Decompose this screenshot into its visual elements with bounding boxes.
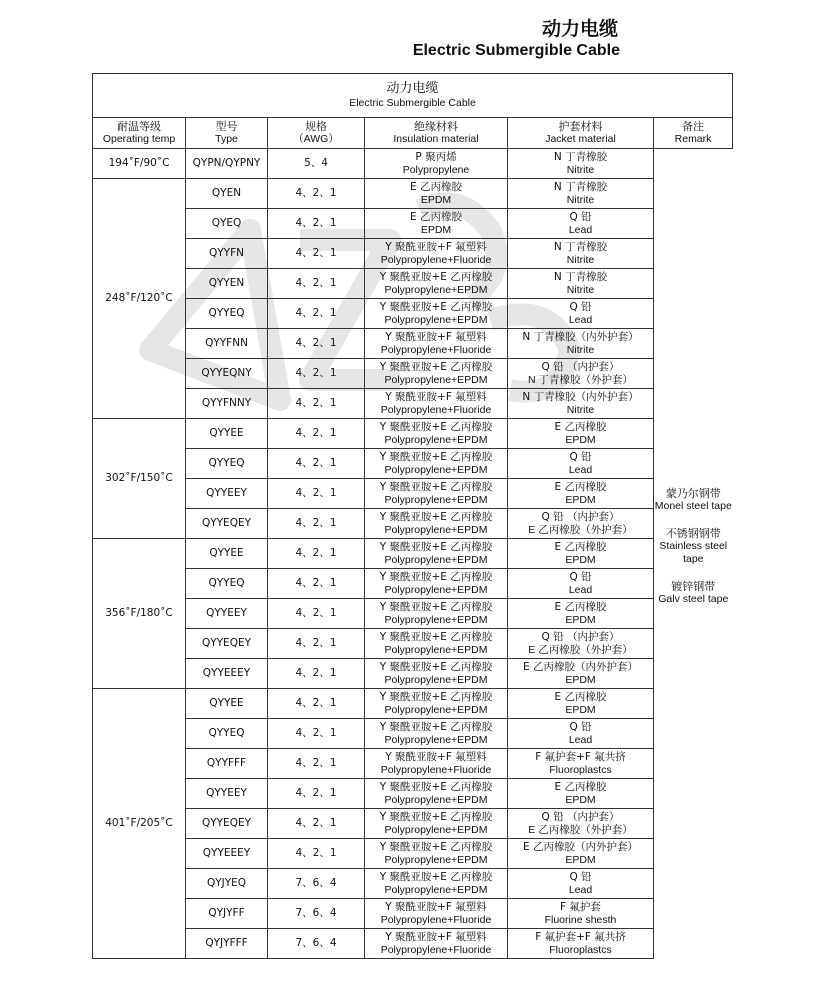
table-row	[93, 779, 733, 809]
jacket-cell-en: Nitrite	[566, 193, 595, 206]
jacket-cell-en: Nitrite	[566, 163, 595, 176]
remark-item	[654, 527, 733, 566]
jacket-cell	[508, 479, 654, 509]
col-header-temp	[93, 118, 186, 149]
table-row	[93, 929, 733, 959]
jacket-cell	[508, 779, 654, 809]
table-row	[93, 389, 733, 419]
insulation-cell-cn: Y 聚酰亚胺+E 乙丙橡胶	[379, 630, 493, 643]
insulation-cell-cn: Y 聚酰亚胺+E 乙丙橡胶	[379, 660, 493, 673]
jacket-cell-cn: N 丁青橡胶（内外护套）	[522, 330, 639, 343]
insulation-cell-en: Polypropylene+EPDM	[384, 733, 488, 746]
insulation-cell-en: Polypropylene+Fluoride	[380, 913, 492, 926]
col-header-sub: Type	[215, 133, 238, 145]
jacket-cell-en: Nitrite	[566, 403, 595, 416]
insulation-cell-cn: Y 聚酰亚胺+E 乙丙橡胶	[379, 780, 493, 793]
insulation-cell	[365, 269, 508, 299]
jacket-cell-en: Nitrite	[566, 283, 595, 296]
remark-item-en: Galv steel tape	[658, 593, 729, 606]
insulation-cell-cn: Y 聚酰亚胺+F 氟塑料	[385, 390, 487, 403]
jacket-cell-en: EPDM	[565, 493, 596, 506]
jacket-cell-cn: N 丁青橡胶	[553, 150, 608, 163]
table-row	[93, 719, 733, 749]
page-title-en: Electric Submergible Cable	[412, 42, 620, 59]
spec-cell: 4、2、1	[268, 179, 365, 209]
col-header-jacket	[508, 118, 654, 149]
insulation-cell-en: Polypropylene+EPDM	[384, 883, 488, 896]
spec-cell: 4、2、1	[268, 689, 365, 719]
jacket-cell-cn: N 丁青橡胶（内外护套）	[522, 390, 639, 403]
insulation-cell-cn: Y 聚酰亚胺+E 乙丙橡胶	[379, 840, 493, 853]
spec-cell: 7、6、4	[268, 899, 365, 929]
insulation-cell-cn: Y 聚酰亚胺+E 乙丙橡胶	[379, 300, 493, 313]
header-row	[93, 118, 733, 149]
jacket-cell-en: Nitrite	[566, 343, 595, 356]
table-row	[93, 179, 733, 209]
jacket-cell-cn: E 乙丙橡胶	[554, 420, 607, 433]
table-row	[93, 749, 733, 779]
insulation-cell	[365, 839, 508, 869]
type-cell: QYYEQ	[186, 569, 268, 599]
type-cell: QYYEQEY	[186, 629, 268, 659]
insulation-cell-en: Polypropylene+EPDM	[384, 703, 488, 716]
insulation-cell	[365, 869, 508, 899]
table-row	[93, 239, 733, 269]
spec-cell: 4、2、1	[268, 659, 365, 689]
jacket-cell	[508, 269, 654, 299]
col-header-label: 绝缘材料	[414, 120, 458, 133]
insulation-cell-cn: P 聚丙烯	[415, 150, 457, 163]
col-header-insulation	[365, 118, 508, 149]
jacket-cell	[508, 869, 654, 899]
insulation-cell-cn: Y 聚酰亚胺+F 氟塑料	[385, 900, 487, 913]
spec-cell: 4、2、1	[268, 719, 365, 749]
insulation-cell	[365, 239, 508, 269]
insulation-cell-en: Polypropylene+EPDM	[384, 583, 488, 596]
page-title-cn: 动力电缆	[541, 18, 618, 40]
insulation-cell-en: Polypropylene+EPDM	[384, 613, 488, 626]
table-row	[93, 869, 733, 899]
cable-spec-table	[92, 73, 733, 959]
insulation-cell	[365, 779, 508, 809]
col-header-label: 耐温等级	[117, 120, 161, 133]
spec-cell: 4、2、1	[268, 509, 365, 539]
type-cell: QYYEN	[186, 269, 268, 299]
table-title-en: Electric Submergible Cable	[349, 96, 476, 109]
jacket-cell	[508, 239, 654, 269]
insulation-cell-en: Polypropylene+EPDM	[384, 313, 488, 326]
insulation-cell-en: Polypropylene+Fluoride	[380, 763, 492, 776]
type-cell: QYJYEQ	[186, 869, 268, 899]
col-header-spec	[268, 118, 365, 149]
jacket-cell-en: Lead	[568, 313, 593, 326]
col-header-label: 备注	[682, 120, 705, 133]
type-cell: QYYEQ	[186, 719, 268, 749]
spec-cell: 4、2、1	[268, 209, 365, 239]
jacket-cell-cn: E 乙丙橡胶（内外护套）	[523, 660, 638, 673]
spec-cell: 4、2、1	[268, 299, 365, 329]
insulation-cell-en: Polypropylene+EPDM	[384, 433, 488, 446]
table-row	[93, 269, 733, 299]
jacket-cell-cn: N 丁青橡胶	[553, 270, 608, 283]
insulation-cell-cn: E 乙丙橡胶	[410, 180, 462, 193]
jacket-cell-cn: Q 铅	[569, 210, 592, 223]
insulation-cell-cn: Y 聚酰亚胺+E 乙丙橡胶	[379, 540, 493, 553]
spec-cell: 4、2、1	[268, 599, 365, 629]
remark-cell	[654, 149, 733, 959]
spec-cell: 4、2、1	[268, 449, 365, 479]
table-row	[93, 689, 733, 719]
insulation-cell-en: Polypropylene+EPDM	[384, 523, 488, 536]
insulation-cell	[365, 929, 508, 959]
col-header-sub: （AWG）	[293, 133, 339, 145]
jacket-cell-en: EPDM	[565, 703, 596, 716]
jacket-cell	[508, 419, 654, 449]
jacket-cell-cn: Q 铅 （内护套）	[541, 360, 620, 373]
table-row	[93, 839, 733, 869]
type-cell: QYYEE	[186, 419, 268, 449]
insulation-cell	[365, 149, 508, 179]
temp-cell: 356˚F/180˚C	[93, 539, 186, 689]
insulation-cell-en: Polypropylene+Fluoride	[380, 253, 492, 266]
type-cell: QYYEEEY	[186, 659, 268, 689]
spec-cell: 4、2、1	[268, 239, 365, 269]
temp-cell: 302˚F/150˚C	[93, 419, 186, 539]
col-header-sub: Operating temp	[102, 133, 176, 145]
insulation-cell-cn: Y 聚酰亚胺+E 乙丙橡胶	[379, 360, 493, 373]
insulation-cell-en: EPDM	[420, 223, 452, 236]
insulation-cell-cn: Y 聚酰亚胺+E 乙丙橡胶	[379, 450, 493, 463]
jacket-cell-cn: E 乙丙橡胶	[554, 780, 607, 793]
jacket-cell-cn: F 氟护套	[560, 900, 601, 913]
insulation-cell	[365, 209, 508, 239]
jacket-cell-cn: Q 铅	[569, 450, 592, 463]
col-header-type	[186, 118, 268, 149]
insulation-cell-cn: Y 聚酰亚胺+E 乙丙橡胶	[379, 480, 493, 493]
table-row	[93, 509, 733, 539]
jacket-cell-cn: F 氟护套+F 氟共挤	[535, 750, 626, 763]
temp-cell: 248˚F/120˚C	[93, 179, 186, 419]
type-cell: QYYFNN	[186, 329, 268, 359]
jacket-cell	[508, 449, 654, 479]
spec-cell: 7、6、4	[268, 869, 365, 899]
spec-cell: 4、2、1	[268, 269, 365, 299]
jacket-cell-en: Fluoroplastcs	[549, 763, 612, 776]
jacket-cell-en: E 乙丙橡胶（外护套）	[528, 823, 633, 836]
spec-cell: 4、2、1	[268, 809, 365, 839]
insulation-cell-cn: Y 聚酰亚胺+E 乙丙橡胶	[379, 510, 493, 523]
table-title-cn: 动力电缆	[386, 80, 439, 96]
insulation-cell-cn: Y 聚酰亚胺+F 氟塑料	[385, 930, 487, 943]
col-header-sub: Insulation material	[393, 133, 479, 145]
type-cell: QYPN/QYPNY	[186, 149, 268, 179]
remark-item-en: Monel steel tape	[654, 500, 732, 513]
insulation-cell	[365, 569, 508, 599]
insulation-cell	[365, 659, 508, 689]
insulation-cell	[365, 809, 508, 839]
jacket-cell-cn: E 乙丙橡胶	[554, 600, 607, 613]
table-row	[93, 209, 733, 239]
table-row	[93, 419, 733, 449]
table-row	[93, 599, 733, 629]
jacket-cell	[508, 629, 654, 659]
insulation-cell-en: Polypropylene+EPDM	[384, 793, 488, 806]
type-cell: QYEN	[186, 179, 268, 209]
jacket-cell-en: Lead	[568, 223, 593, 236]
jacket-cell-cn: Q 铅 （内护套）	[541, 510, 620, 523]
insulation-cell	[365, 719, 508, 749]
type-cell: QYYEE	[186, 689, 268, 719]
type-cell: QYYEQEY	[186, 509, 268, 539]
spec-cell: 4、2、1	[268, 539, 365, 569]
table-row	[93, 479, 733, 509]
insulation-cell	[365, 509, 508, 539]
remark-item-en: Stainless steel tape	[659, 540, 728, 566]
insulation-cell-en: Polypropylene+EPDM	[384, 643, 488, 656]
table-row	[93, 539, 733, 569]
insulation-cell-cn: Y 聚酰亚胺+E 乙丙橡胶	[379, 810, 493, 823]
spec-cell: 4、2、1	[268, 779, 365, 809]
type-cell: QYJYFF	[186, 899, 268, 929]
table-row	[93, 569, 733, 599]
jacket-cell-cn: F 氟护套+F 氟共挤	[535, 930, 626, 943]
insulation-cell	[365, 299, 508, 329]
type-cell: QYYEQ	[186, 299, 268, 329]
col-header-label: 型号	[215, 120, 238, 133]
table-row	[93, 149, 733, 179]
insulation-cell	[365, 899, 508, 929]
insulation-cell	[365, 359, 508, 389]
spec-cell: 4、2、1	[268, 749, 365, 779]
insulation-cell-cn: Y 聚酰亚胺+E 乙丙橡胶	[379, 720, 493, 733]
table-title	[93, 74, 733, 118]
spec-cell: 4、2、1	[268, 479, 365, 509]
jacket-cell	[508, 659, 654, 689]
table-row	[93, 299, 733, 329]
spec-cell: 4、2、1	[268, 389, 365, 419]
insulation-cell-en: Polypropylene	[402, 163, 470, 176]
insulation-cell	[365, 389, 508, 419]
insulation-cell-cn: Y 聚酰亚胺+F 氟塑料	[385, 750, 487, 763]
jacket-cell-en: E 乙丙橡胶（外护套）	[528, 643, 633, 656]
table-row	[93, 449, 733, 479]
jacket-cell-cn: Q 铅 （内护套）	[541, 630, 620, 643]
insulation-cell-en: EPDM	[420, 193, 452, 206]
insulation-cell-cn: Y 聚酰亚胺+E 乙丙橡胶	[379, 420, 493, 433]
jacket-cell-en: EPDM	[565, 613, 596, 626]
insulation-cell	[365, 449, 508, 479]
jacket-cell-en: EPDM	[565, 793, 596, 806]
insulation-cell-cn: Y 聚酰亚胺+F 氟塑料	[385, 330, 487, 343]
type-cell: QYYEQEY	[186, 809, 268, 839]
jacket-cell-en: EPDM	[565, 553, 596, 566]
insulation-cell	[365, 479, 508, 509]
jacket-cell-cn: Q 铅 （内护套）	[541, 810, 620, 823]
jacket-cell	[508, 809, 654, 839]
insulation-cell	[365, 629, 508, 659]
insulation-cell-en: Polypropylene+EPDM	[384, 553, 488, 566]
insulation-cell	[365, 179, 508, 209]
table-row	[93, 899, 733, 929]
jacket-cell	[508, 569, 654, 599]
insulation-cell	[365, 539, 508, 569]
insulation-cell-cn: Y 聚酰亚胺+E 乙丙橡胶	[379, 270, 493, 283]
remark-item	[654, 580, 733, 606]
spec-cell: 4、2、1	[268, 839, 365, 869]
insulation-cell	[365, 689, 508, 719]
jacket-cell-cn: Q 铅	[569, 570, 592, 583]
insulation-cell	[365, 749, 508, 779]
jacket-cell-cn: E 乙丙橡胶	[554, 690, 607, 703]
jacket-cell-en: Lead	[568, 463, 593, 476]
type-cell: QYYEEY	[186, 779, 268, 809]
jacket-cell	[508, 179, 654, 209]
jacket-cell	[508, 599, 654, 629]
insulation-cell	[365, 329, 508, 359]
remark-item-cn: 镀锌钢带	[671, 580, 716, 594]
jacket-cell	[508, 329, 654, 359]
insulation-cell-en: Polypropylene+EPDM	[384, 373, 488, 386]
type-cell: QYEQ	[186, 209, 268, 239]
spec-cell: 4、2、1	[268, 629, 365, 659]
remark-item	[654, 487, 733, 513]
jacket-cell	[508, 359, 654, 389]
spec-cell: 4、2、1	[268, 419, 365, 449]
jacket-cell-en: Nitrite	[566, 253, 595, 266]
jacket-cell	[508, 209, 654, 239]
spec-cell: 4、2、1	[268, 569, 365, 599]
jacket-cell-en: Fluoroplastcs	[549, 943, 612, 956]
remark-item-cn: 蒙乃尔钢带	[665, 487, 721, 501]
insulation-cell-en: Polypropylene+EPDM	[384, 673, 488, 686]
insulation-cell	[365, 419, 508, 449]
jacket-cell-en: EPDM	[565, 853, 596, 866]
jacket-cell	[508, 509, 654, 539]
insulation-cell-cn: Y 聚酰亚胺+E 乙丙橡胶	[379, 600, 493, 613]
jacket-cell-en: Lead	[568, 733, 593, 746]
table-row	[93, 659, 733, 689]
insulation-cell-cn: Y 聚酰亚胺+F 氟塑料	[385, 240, 487, 253]
col-header-sub: Jacket material	[545, 133, 616, 145]
insulation-cell-en: Polypropylene+EPDM	[384, 823, 488, 836]
type-cell: QYYEEY	[186, 599, 268, 629]
insulation-cell-cn: Y 聚酰亚胺+E 乙丙橡胶	[379, 690, 493, 703]
table-row	[93, 809, 733, 839]
insulation-cell-cn: E 乙丙橡胶	[410, 210, 462, 223]
col-header-sub: Remark	[674, 133, 712, 145]
jacket-cell	[508, 149, 654, 179]
type-cell: QYYEQ	[186, 449, 268, 479]
jacket-cell-en: N 丁青橡胶（外护套）	[528, 373, 633, 386]
spec-cell: 4、2、1	[268, 359, 365, 389]
jacket-cell-cn: N 丁青橡胶	[553, 240, 608, 253]
jacket-cell-en: Lead	[568, 883, 593, 896]
jacket-cell-en: Lead	[568, 583, 593, 596]
jacket-cell-en: EPDM	[565, 433, 596, 446]
jacket-cell-cn: Q 铅	[569, 870, 592, 883]
jacket-cell	[508, 929, 654, 959]
insulation-cell-en: Polypropylene+Fluoride	[380, 343, 492, 356]
table-row	[93, 329, 733, 359]
type-cell: QYYFNNY	[186, 389, 268, 419]
type-cell: QYYFFF	[186, 749, 268, 779]
jacket-cell	[508, 539, 654, 569]
insulation-cell-en: Polypropylene+EPDM	[384, 493, 488, 506]
jacket-cell-cn: E 乙丙橡胶（内外护套）	[523, 840, 638, 853]
remark-item-cn: 不锈钢钢带	[665, 527, 721, 541]
col-header-label: 护套材料	[558, 120, 603, 133]
jacket-cell-cn: E 乙丙橡胶	[554, 540, 607, 553]
temp-cell: 194˚F/90˚C	[93, 149, 186, 179]
insulation-cell-en: Polypropylene+Fluoride	[380, 403, 492, 416]
type-cell: QYJYFFF	[186, 929, 268, 959]
table-row	[93, 359, 733, 389]
jacket-cell	[508, 389, 654, 419]
spec-cell: 4、2、1	[268, 329, 365, 359]
jacket-cell-en: EPDM	[565, 673, 596, 686]
insulation-cell-cn: Y 聚酰亚胺+E 乙丙橡胶	[379, 570, 493, 583]
jacket-cell-cn: N 丁青橡胶	[553, 180, 608, 193]
col-header-remark	[654, 118, 733, 149]
type-cell: QYYEE	[186, 539, 268, 569]
insulation-cell-en: Polypropylene+EPDM	[384, 853, 488, 866]
jacket-cell	[508, 299, 654, 329]
type-cell: QYYEEEY	[186, 839, 268, 869]
insulation-cell-cn: Y 聚酰亚胺+E 乙丙橡胶	[379, 870, 493, 883]
type-cell: QYYEEY	[186, 479, 268, 509]
jacket-cell-en: E 乙丙橡胶（外护套）	[528, 523, 633, 536]
insulation-cell-en: Polypropylene+Fluoride	[380, 943, 492, 956]
spec-cell: 7、6、4	[268, 929, 365, 959]
table-row	[93, 629, 733, 659]
jacket-cell-cn: Q 铅	[569, 720, 592, 733]
insulation-cell-en: Polypropylene+EPDM	[384, 463, 488, 476]
jacket-cell	[508, 899, 654, 929]
jacket-cell	[508, 689, 654, 719]
insulation-cell-en: Polypropylene+EPDM	[384, 283, 488, 296]
jacket-cell-cn: Q 铅	[569, 300, 592, 313]
type-cell: QYYEQNY	[186, 359, 268, 389]
temp-cell: 401˚F/205˚C	[93, 689, 186, 959]
jacket-cell-en: Fluorine shesth	[544, 913, 617, 926]
jacket-cell	[508, 839, 654, 869]
jacket-cell	[508, 719, 654, 749]
jacket-cell	[508, 749, 654, 779]
insulation-cell	[365, 599, 508, 629]
spec-cell: 5、4	[268, 149, 365, 179]
jacket-cell-cn: E 乙丙橡胶	[554, 480, 607, 493]
type-cell: QYYFN	[186, 239, 268, 269]
col-header-label: 规格	[305, 120, 327, 133]
